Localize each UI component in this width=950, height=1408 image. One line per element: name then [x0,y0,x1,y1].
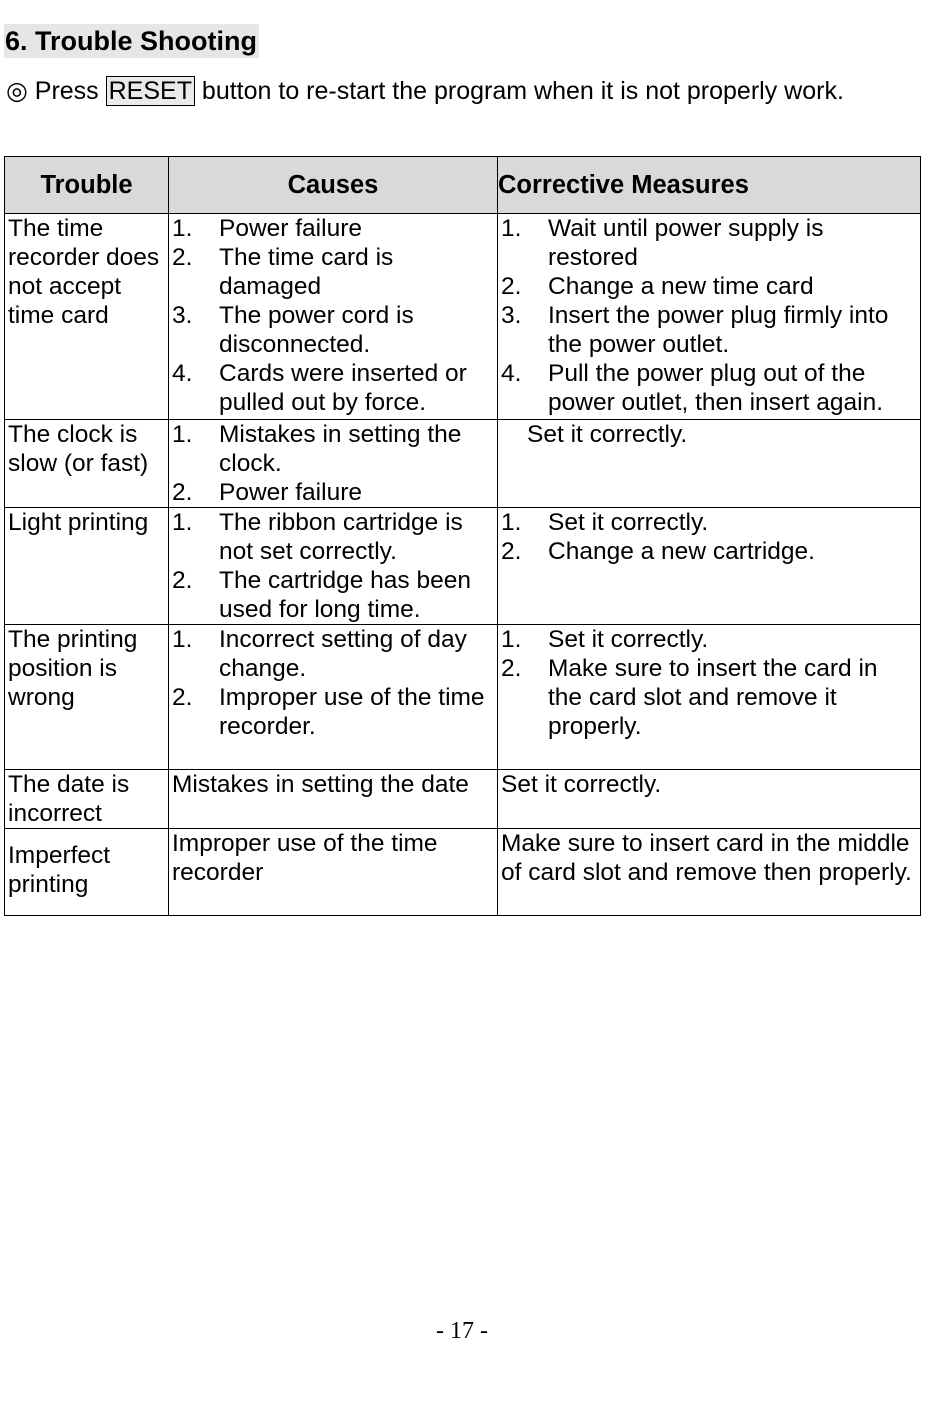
list-item: 1. Power failure [172,215,362,242]
trouble-cell: The time recorder does not accept time card [5,214,169,420]
list-item: 2. Improper use of the time recorder. [172,684,485,740]
trouble-cell: The date is incorrect [5,770,169,829]
trouble-cell: The clock is slow (or fast) [5,420,169,508]
list-item: 4. Cards were inserted or pulled out by force. [172,360,467,416]
table-row [5,214,921,420]
list-item: 1. Set it correctly. [501,626,709,653]
list-item: 3. Insert the power plug firmly into the power outlet. [501,302,889,358]
measures-cell [498,214,921,420]
causes-cell [169,420,498,508]
section-heading: 6. Trouble Shooting [5,26,257,56]
header-corrective-measures: Corrective Measures [498,157,921,214]
reset-instruction [6,72,844,110]
list-item: 1. Wait until power supply is restored [501,215,824,271]
header-trouble: Trouble [5,157,169,214]
table-row [5,829,921,916]
list-item: 2. Change a new time card [501,273,814,300]
measure-text: Set it correctly. [527,421,688,448]
table-row [5,770,921,829]
instruction-text-after: button to re-start the program when it is not properly work. [194,77,844,105]
causes-cell [169,625,498,770]
list-item: 1. Set it correctly. [501,509,709,536]
causes-cell [169,508,498,625]
trouble-cell: Imperfect printing [5,829,169,916]
trouble-cell: The printing position is wrong [5,625,169,770]
table-header-row [5,157,921,214]
causes-cell [169,214,498,420]
instruction-text-before: Press [27,77,106,105]
list-item: 2. Make sure to insert the card in the card slot and remove it properly. [501,655,878,740]
table-row [5,508,921,625]
trouble-shooting-table [4,156,921,916]
double-circle-icon: ◎ [6,77,28,105]
measures-cell [498,420,921,508]
list-item: 3. The power cord is disconnected. [172,302,414,358]
measures-cell: Set it correctly. [498,770,921,829]
reset-key-label: RESET [106,76,195,106]
list-item: 1. Mistakes in setting the clock. [172,421,462,477]
header-causes: Causes [169,157,498,214]
list-item: 1. The ribbon cartridge is not set correctly. [172,509,463,565]
list-item: 4. Pull the power plug out of the power outlet, then insert again. [501,360,884,416]
list-item: 2. The time card is damaged [172,244,394,300]
trouble-cell: Light printing [5,508,169,625]
list-item: 2. The cartridge has been used for long time. [172,567,471,623]
causes-cell: Improper use of the time recorder [169,829,498,916]
table-row [5,625,921,770]
page-number: - 17 - [436,1318,488,1344]
list-item: 2. Power failure [172,479,362,506]
table-row [5,420,921,508]
measures-cell [498,625,921,770]
causes-cell: Mistakes in setting the date [169,770,498,829]
list-item: 1. Incorrect setting of day change. [172,626,467,682]
measures-cell: Make sure to insert card in the middle of card slot and remove then properly. [498,829,921,916]
list-item: 2. Change a new cartridge. [501,538,815,565]
measures-cell [498,508,921,625]
